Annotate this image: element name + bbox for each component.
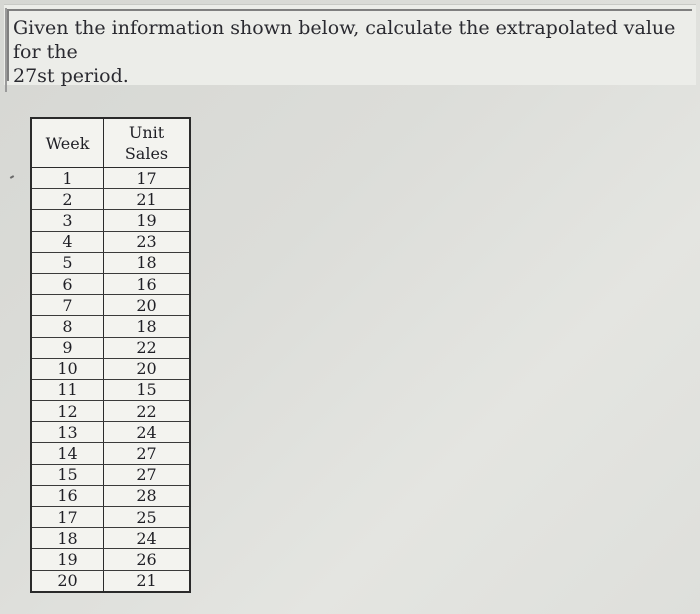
week-cell: 6 — [31, 273, 104, 294]
table-row — [31, 528, 190, 549]
unit-sales-cell: 18 — [104, 316, 191, 337]
table-row — [31, 464, 190, 485]
unit-sales-cell: 20 — [104, 358, 191, 379]
week-cell: 18 — [31, 528, 104, 549]
week-cell: 8 — [31, 316, 104, 337]
week-cell: 12 — [31, 401, 104, 422]
week-cell: 19 — [31, 549, 104, 570]
table-header-row — [31, 118, 190, 168]
table-row — [31, 401, 190, 422]
table-row — [31, 358, 190, 379]
week-cell: 2 — [31, 189, 104, 210]
unit-sales-cell: 20 — [104, 295, 191, 316]
unit-sales-cell: 27 — [104, 464, 191, 485]
unit-sales-cell: 19 — [104, 210, 191, 231]
week-cell: 17 — [31, 507, 104, 528]
table-row — [31, 316, 190, 337]
week-cell: 14 — [31, 443, 104, 464]
unit-sales-cell: 22 — [104, 337, 191, 358]
week-cell: 5 — [31, 252, 104, 273]
sales-header-line-1: Unit — [128, 123, 165, 142]
table-row — [31, 485, 190, 506]
week-column-header — [31, 118, 104, 168]
unit-sales-cell: 24 — [104, 528, 191, 549]
table-row — [31, 422, 190, 443]
table-row — [31, 549, 190, 570]
table-row — [31, 231, 190, 252]
table-row — [31, 189, 190, 210]
week-cell: 15 — [31, 464, 104, 485]
question-line-2: 27st period. — [13, 65, 129, 87]
unit-sales-cell: 21 — [104, 189, 191, 210]
week-cell: 13 — [31, 422, 104, 443]
week-cell: 3 — [31, 210, 104, 231]
table-row — [31, 295, 190, 316]
unit-sales-cell: 24 — [104, 422, 191, 443]
unit-sales-cell: 28 — [104, 485, 191, 506]
unit-sales-cell: 25 — [104, 507, 191, 528]
sales-header-line-2: Sales — [124, 144, 169, 163]
table-row — [31, 273, 190, 294]
unit-sales-cell: 26 — [104, 549, 191, 570]
margin-tick-mark — [10, 175, 14, 179]
week-cell: 7 — [31, 295, 104, 316]
week-cell: 4 — [31, 231, 104, 252]
question-text — [13, 16, 685, 88]
unit-sales-cell: 17 — [104, 168, 191, 189]
table-row — [31, 168, 190, 189]
unit-sales-cell: 22 — [104, 401, 191, 422]
table-row — [31, 210, 190, 231]
table-row — [31, 337, 190, 358]
unit-sales-column-header — [104, 118, 191, 168]
table-row — [31, 379, 190, 400]
question-edge-divider — [5, 8, 7, 92]
week-cell: 20 — [31, 570, 104, 592]
week-cell: 16 — [31, 485, 104, 506]
table-row — [31, 570, 190, 592]
week-cell: 1 — [31, 168, 104, 189]
sales-table — [30, 117, 191, 593]
unit-sales-cell: 23 — [104, 231, 191, 252]
week-cell: 10 — [31, 358, 104, 379]
unit-sales-cell: 16 — [104, 273, 191, 294]
week-cell: 11 — [31, 379, 104, 400]
unit-sales-cell: 27 — [104, 443, 191, 464]
table-row — [31, 252, 190, 273]
question-box — [4, 4, 696, 85]
question-line-1: Given the information shown below, calculate the extrapolated value for the — [13, 17, 676, 63]
table-row — [31, 507, 190, 528]
unit-sales-cell: 18 — [104, 252, 191, 273]
table-body — [31, 168, 190, 592]
unit-sales-cell: 15 — [104, 379, 191, 400]
unit-sales-cell: 21 — [104, 570, 191, 592]
question-frame — [6, 9, 692, 87]
week-cell: 9 — [31, 337, 104, 358]
week-header-label: Week — [45, 133, 90, 153]
table-row — [31, 443, 190, 464]
